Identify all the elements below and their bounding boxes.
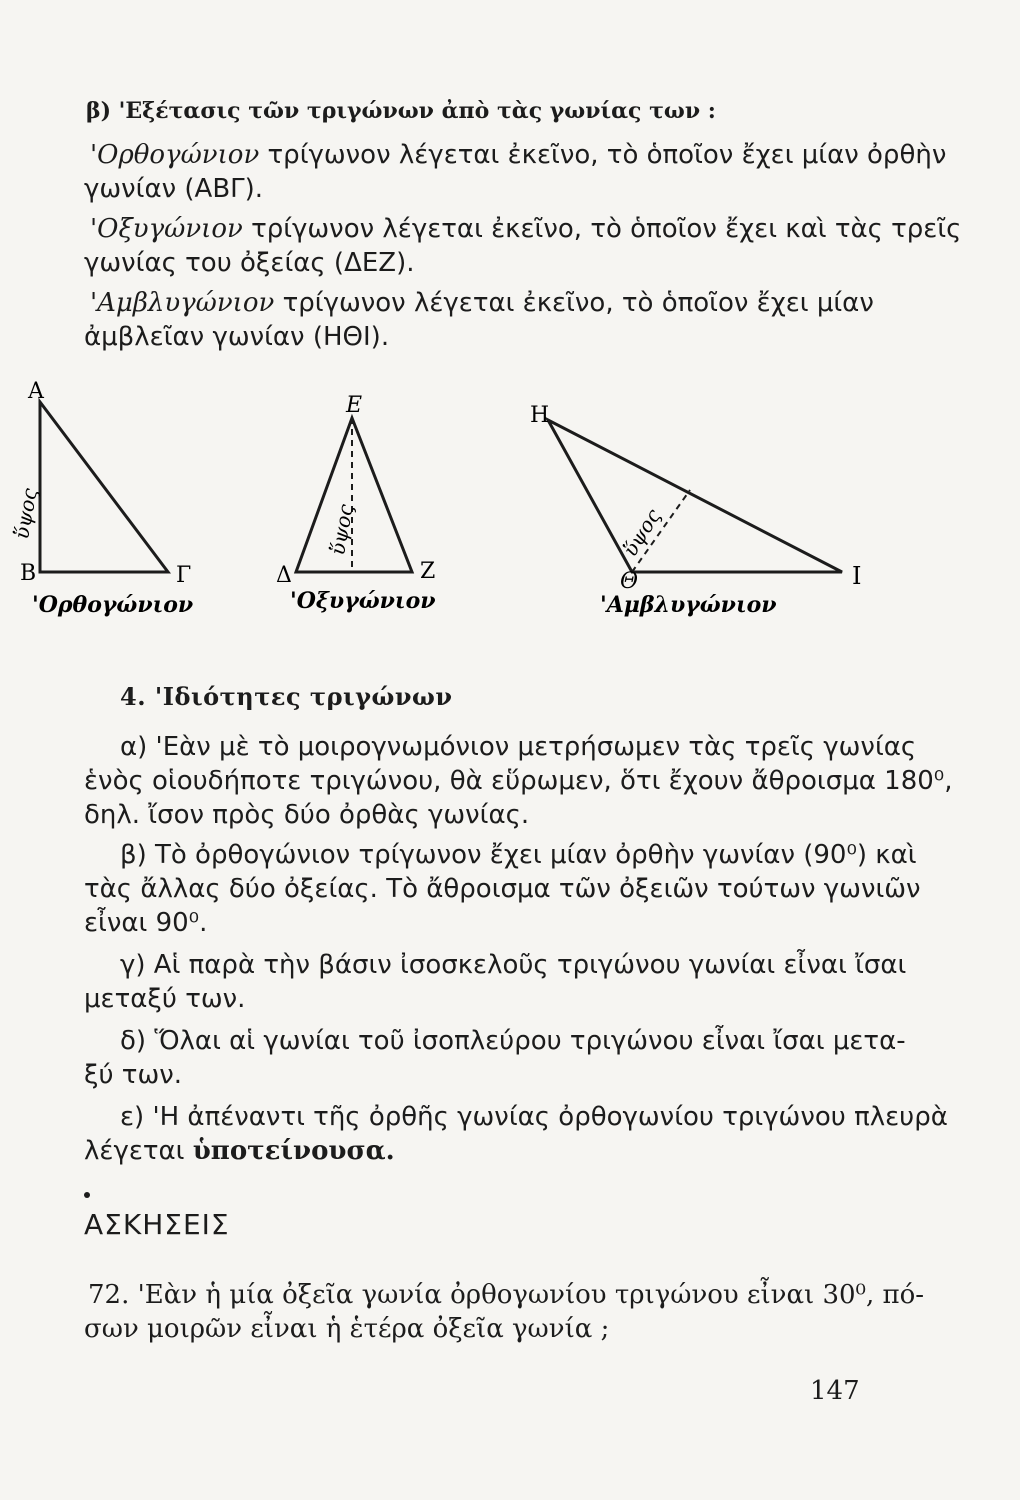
hypotenuse-term: ὑποτείνουσα.: [192, 1136, 395, 1166]
definition-obtuse-triangle: [84, 286, 874, 354]
property-a: α) 'Εὰν μὲ τὸ μοιρογνωμόνιον μετρήσωμεν τὰς τρεῖς γωνίας ἑνὸς οἱουδήποτε τριγώνου, θὰ εὕρωμεν, ὅτι ἔχουν ἄθροισμα 180⁰, δηλ. ἴσον πρὸς δύο ὀρθὰς γωνίας.: [84, 732, 953, 830]
property-e: ε) 'Η ἀπέναντι τῆς ὀρθῆς γωνίας ὀρθογωνίου τριγώνου πλευρὰ λέγεται ὑποτείνουσα.: [84, 1102, 948, 1166]
vertex-G: Γ: [176, 563, 192, 588]
definition-text: ἀμβλεῖαν γωνίαν (ΗΘΙ).: [84, 322, 390, 352]
property-b: β) Τὸ ὀρθογώνιον τρίγωνον ἔχει μίαν ὀρθὴν γωνίαν (90⁰) καὶ τὰς ἄλλας δύο ὀξείας. Τὸ ἄθροισμα τῶν ὀξειῶν τούτων γωνιῶν εἶναι 90⁰.: [84, 840, 921, 938]
definition-text: γωνίας του ὀξείας (ΔΕΖ).: [84, 248, 415, 278]
section-4-title: 4. 'Ιδιότητες τριγώνων: [120, 682, 453, 711]
term-acute: 'Οξυγώνιον: [90, 214, 243, 244]
vertex-D: Δ: [276, 563, 292, 588]
page-number: 147: [810, 1376, 860, 1406]
caption-right: 'Ορθογώνιον: [32, 592, 194, 618]
vertex-TH: Θ: [620, 569, 639, 594]
definition-acute-triangle: [84, 212, 962, 280]
bullet-dot: [84, 1192, 90, 1198]
vertex-Z: Z: [420, 559, 436, 584]
vertex-A: A: [28, 380, 44, 404]
triangles-figure: [0, 380, 1020, 630]
right-height-label: ὕψος: [9, 486, 42, 541]
obtuse-height-label: ὕψος: [617, 504, 666, 561]
exercise-72: 72. 'Εὰν ἡ μία ὀξεῖα γωνία ὀρθογωνίου τριγώνου εἶναι 30⁰, πό- σων μοιρῶν εἶναι ἡ ἑτέρα ὀξεῖα γωνία ;: [84, 1280, 925, 1344]
vertex-E: E: [346, 393, 363, 418]
vertex-I: I: [852, 562, 862, 590]
section-b-heading: β) 'Εξέτασις τῶν τριγώνων ἀπὸ τὰς γωνίας των :: [86, 98, 716, 124]
caption-acute: 'Οξυγώνιον: [290, 588, 436, 614]
term-obtuse: 'Αμβλυγώνιον: [90, 288, 275, 318]
acute-triangle-shape: [296, 418, 412, 572]
definition-right-triangle: [84, 138, 947, 206]
caption-obtuse: 'Αμβλυγώνιον: [600, 592, 777, 618]
right-triangle-shape: [40, 402, 168, 572]
definition-text: τρίγωνον λέγεται ἐκεῖνο, τὸ ὁποῖον ἔχει καὶ τὰς τρεῖς: [251, 214, 962, 244]
property-c: γ) Αἱ παρὰ τὴν βάσιν ἰσοσκελοῦς τριγώνου γωνίαι εἶναι ἴσαι μεταξύ των.: [84, 950, 907, 1014]
definition-text: τρίγωνον λέγεται ἐκεῖνο, τὸ ὁποῖον ἔχει μίαν ὀρθὴν: [267, 140, 947, 170]
term-right: 'Ορθογώνιον: [90, 140, 260, 170]
vertex-H: H: [530, 403, 550, 428]
definition-text: γωνίαν (ΑΒΓ).: [84, 174, 264, 204]
exercises-title: ΑΣΚΗΣΕΙΣ: [84, 1208, 230, 1241]
definition-text: τρίγωνον λέγεται ἐκεῖνο, τὸ ὁποῖον ἔχει μίαν: [282, 288, 874, 318]
vertex-B: B: [20, 561, 37, 586]
obtuse-triangle-shape: [548, 420, 842, 572]
property-d: δ) Ὅλαι αἱ γωνίαι τοῦ ἰσοπλεύρου τριγώνου εἶναι ἴσαι μετα- ξύ των.: [84, 1026, 906, 1090]
acute-height-label: ὕψος: [325, 502, 358, 557]
